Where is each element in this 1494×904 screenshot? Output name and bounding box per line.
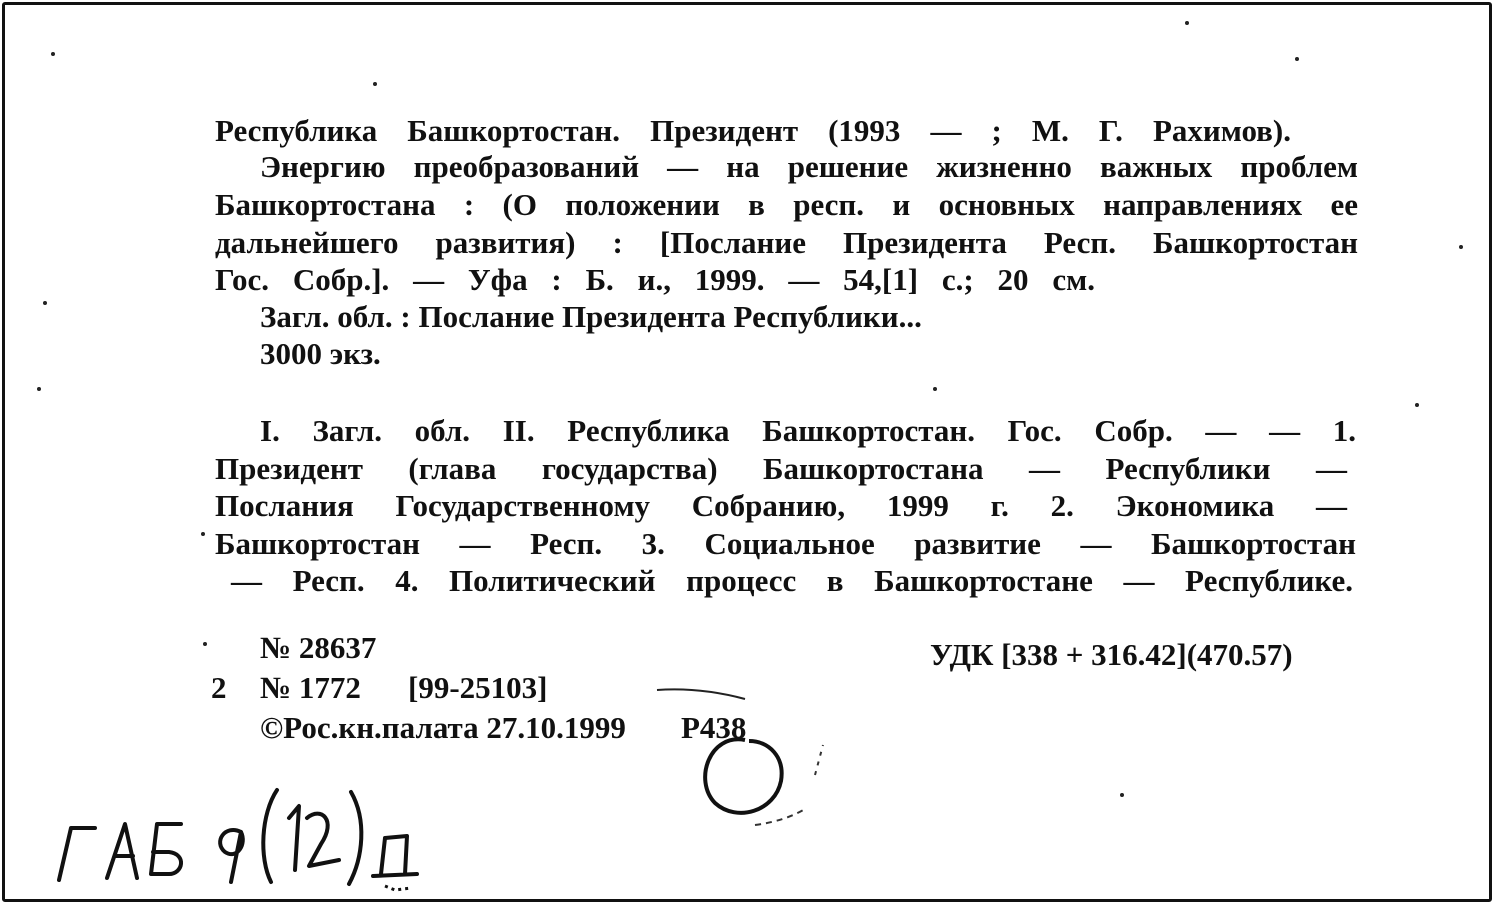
scan-speck (1185, 21, 1189, 25)
udc-code: УДК [338 + 316.42](470.57) (930, 637, 1293, 672)
handwritten-shelf-mark (45, 770, 445, 895)
registry-code: [99-25103] (408, 670, 548, 705)
handwritten-circle-mark (645, 685, 865, 885)
cover-title-note: Загл. обл. : Послание Президента Республики... (260, 299, 922, 334)
scan-speck (1120, 793, 1124, 797)
scan-speck (1295, 57, 1299, 61)
scan-speck (43, 301, 47, 305)
title-line-3: дальнейшего развития) : [Послание Президента Респ. Башкортостан (215, 225, 1358, 260)
scan-speck (1415, 403, 1419, 407)
scan-speck (203, 642, 207, 646)
copyright-line: ©Рос.кн.палата 27.10.1999 (260, 710, 626, 745)
print-run: 3000 экз. (260, 336, 381, 371)
title-line-1: Энергию преобразований — на решение жизненно важных проблем (260, 149, 1358, 184)
stamp-code: Р438 (681, 710, 747, 745)
scan-speck (37, 387, 41, 391)
scan-speck (1459, 245, 1463, 249)
record-number: № 28637 (260, 630, 377, 665)
subject-line-2: Президент (глава государства) Башкортостана — Республики — (215, 451, 1347, 486)
subject-line-1: I. Загл. обл. II. Республика Башкортостан. Гос. Собр. — — 1. (260, 413, 1356, 448)
author-heading: Республика Башкортостан. Президент (1993 — ; М. Г. Рахимов). (215, 113, 1291, 148)
title-line-2: Башкортостана : (О положении в респ. и основных направлениях ее (215, 187, 1358, 222)
scan-speck (933, 387, 937, 391)
scan-speck (373, 82, 377, 86)
catalog-card (2, 2, 1492, 902)
registry-number: № 1772 (260, 670, 361, 705)
scan-speck (51, 52, 55, 56)
copy-count: 2 (211, 670, 227, 705)
subject-line-5: — Респ. 4. Политический процесс в Башкортостане — Республике. (231, 563, 1353, 598)
subject-line-4: Башкортостан — Респ. 3. Социальное развитие — Башкортостан (215, 526, 1356, 561)
title-line-4: Гос. Собр.]. — Уфа : Б. и., 1999. — 54,[1] с.; 20 см. (215, 262, 1095, 297)
subject-line-3: Послания Государственному Собранию, 1999 г. 2. Экономика — (215, 488, 1347, 523)
scan-speck (201, 532, 205, 536)
